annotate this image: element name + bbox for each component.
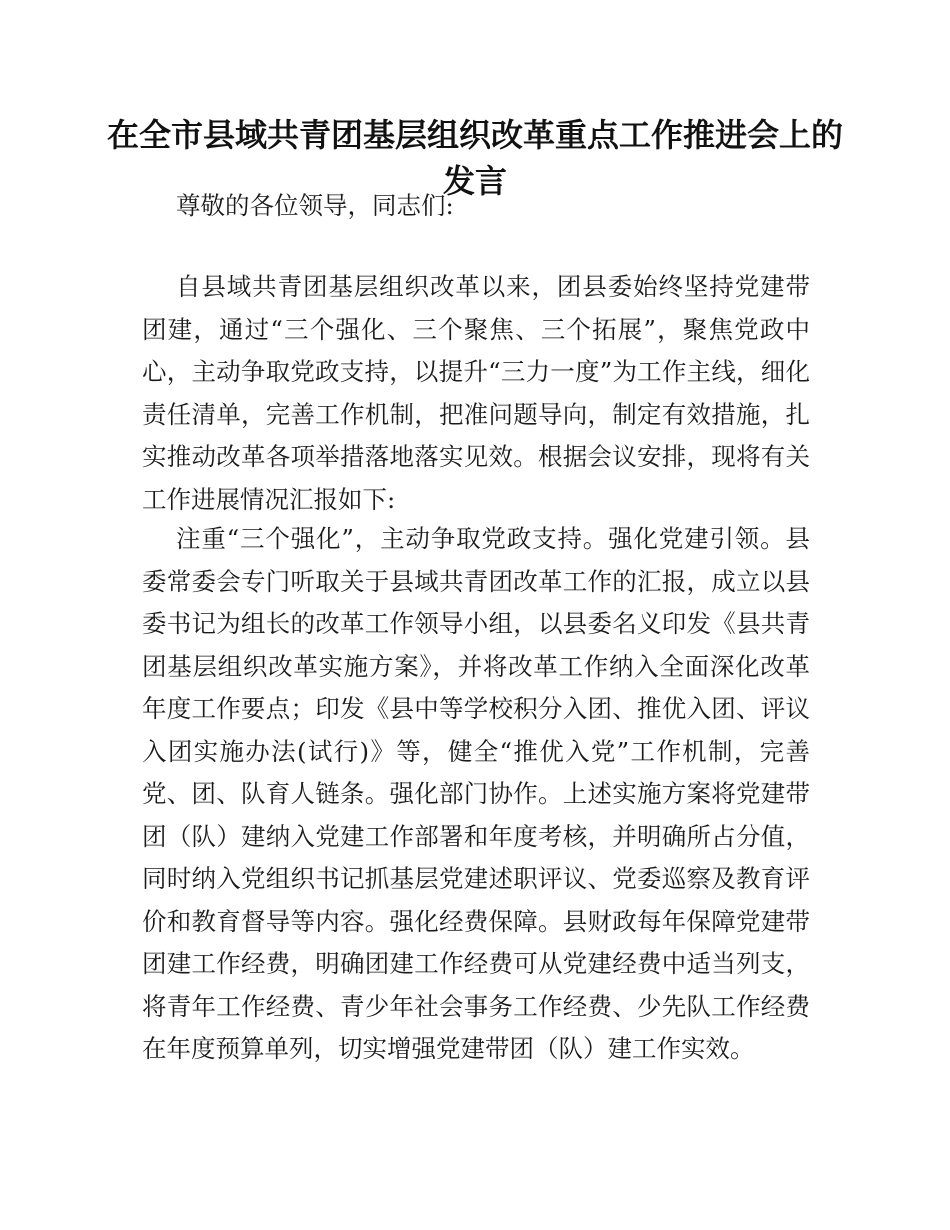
document-title: 在全市县域共青团基层组织改革重点工作推进会上的发言 bbox=[106, 116, 843, 200]
salutation: 尊敬的各位领导，同志们: bbox=[176, 191, 454, 220]
paragraph-intro: 自县域共青团基层组织改革以来，团县委始终坚持党建带团建，通过“三个强化、三个聚焦、三个拓展”，聚焦党政中心，主动争取党政支持，以提升“三力一度”为工作主线，细化责任清单，完善工作机制，把准问题导向，制定有效措施，扎实推动改革各项举措落地落实见效。根据会议安排，现将有关工作进展情况汇报如下: bbox=[142, 272, 810, 514]
paragraph-three-strengthenings: 注重“三个强化”，主动争取党政支持。强化党建引领。县委常委会专门听取关于县域共青团改革工作的汇报，成立以县委书记为组长的改革工作领导小组，以县委名义印发《县共青团基层组织改革实施方案》，并将改革工作纳入全面深化改革年度工作要点；印发《县中等学校积分入团、推优入团、评议入团实施办法(试行)》等，健全“推优入党”工作机制，完善党、团、队育人链条。强化部门协作。上述实施方案将党建带团（队）建纳入党建工作部署和年度考核，并明确所占分值，同时纳入党组织书记抓基层党建述职评议、党委巡察及教育评价和教育督导等内容。强化经费保障。县财政每年保障党建带团建工作经费，明确团建工作经费可从党建经费中适当列支，将青年工作经费、青少年社会事务工作经费、少先队工作经费在年度预算单列，切实增强党建带团（队）建工作实效。 bbox=[142, 524, 810, 1063]
